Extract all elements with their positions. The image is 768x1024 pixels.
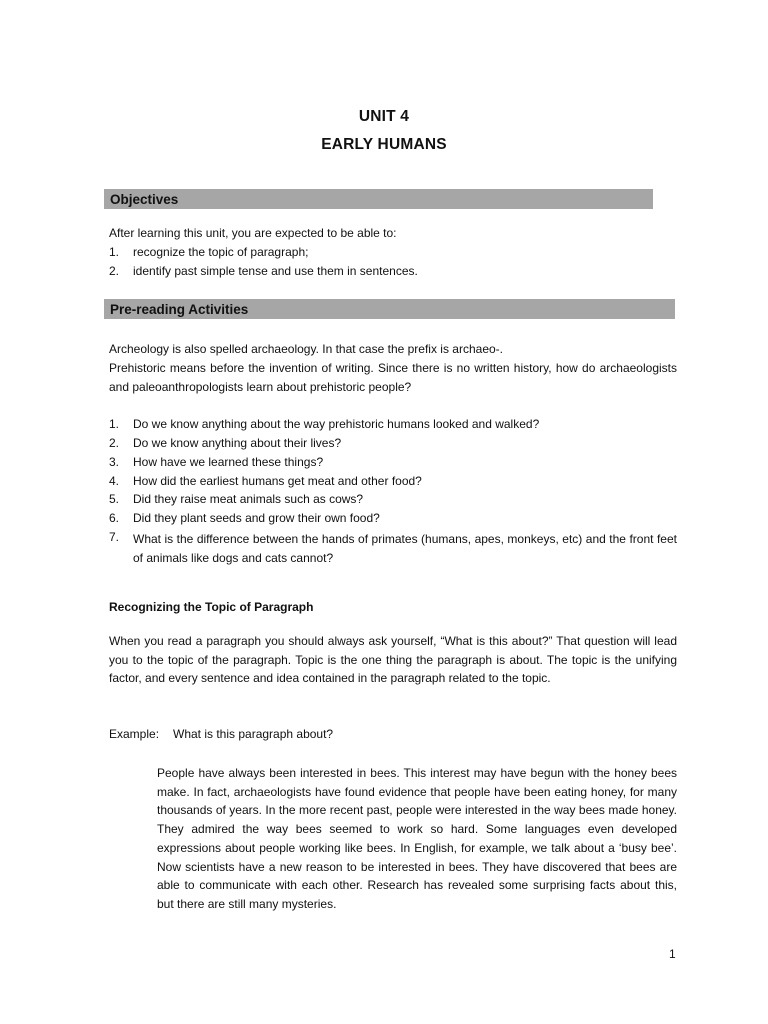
list-item-text: How have we learned these things? (133, 455, 324, 469)
list-item-text: identify past simple tense and use them in sentences. (133, 264, 418, 278)
list-item-number: 2. (109, 264, 120, 278)
prereading-intro-line: Archeology is also spelled archaeology. In that case the prefix is archaeo-. (109, 342, 503, 356)
list-item-number: 5. (109, 492, 120, 506)
list-item-text: Do we know anything about their lives? (133, 436, 342, 450)
list-item-number: 6. (109, 511, 120, 525)
list-item-number: 3. (109, 455, 120, 469)
example-label: Example: (109, 727, 160, 741)
prereading-heading: Pre-reading Activities (104, 299, 675, 319)
list-item-number: 4. (109, 474, 120, 488)
list-item-text: Did they plant seeds and grow their own food? (133, 511, 380, 525)
example-paragraph: People have always been interested in bees. This interest may have begun with the honey bees make. In fact, archaeologists have found evidence that people have been eating honey, for many thousands of years. In the more recent past, people were interested in the way bees made honey. They admired the way bees seemed to work so hard. Some languages even developed expressions about people working like bees. In English, for example, we talk about a ‘busy bee’. Now scientists have a new reason to be interested in bees. They have discovered that bees are able to communicate with each other. Research has revealed some surprising facts about this, but there are still many mysteries. (157, 766, 677, 911)
objectives-intro: After learning this unit, you are expected to be able to: (109, 226, 397, 240)
list-item-text: How did the earliest humans get meat and other food? (133, 474, 422, 488)
list-item-number: 2. (109, 436, 120, 450)
list-item-text: Did they raise meat animals such as cows? (133, 492, 364, 506)
list-item-number: 1. (109, 245, 120, 259)
prereading-paragraph: Prehistoric means before the invention of writing. Since there is no written history, how do archaeologists and paleoanthropologists learn about prehistoric people? (109, 361, 677, 394)
topic-paragraph: When you read a paragraph you should always ask yourself, “What is this about?” That question will lead you to the topic of the paragraph. Topic is the one thing the paragraph is about. The topic is the unifying factor, and every sentence and idea contained in the paragraph related to the topic. (109, 634, 677, 686)
page-number: 1 (669, 947, 676, 961)
list-item-text: recognize the topic of paragraph; (133, 245, 309, 259)
topic-heading: Recognizing the Topic of Paragraph (109, 600, 314, 614)
list-item-text: Do we know anything about the way prehistoric humans looked and walked? (133, 417, 540, 431)
list-item-number: 1. (109, 417, 120, 431)
unit-title: EARLY HUMANS (321, 136, 447, 153)
list-item-text: What is the difference between the hands of primates (humans, apes, monkeys, etc) and the front feet of animals like dogs and cats cannot? (133, 532, 677, 565)
example-question: What is this paragraph about? (173, 727, 334, 741)
list-item-number: 7. (109, 530, 120, 544)
unit-number: UNIT 4 (358, 108, 410, 125)
objectives-heading: Objectives (104, 189, 653, 209)
